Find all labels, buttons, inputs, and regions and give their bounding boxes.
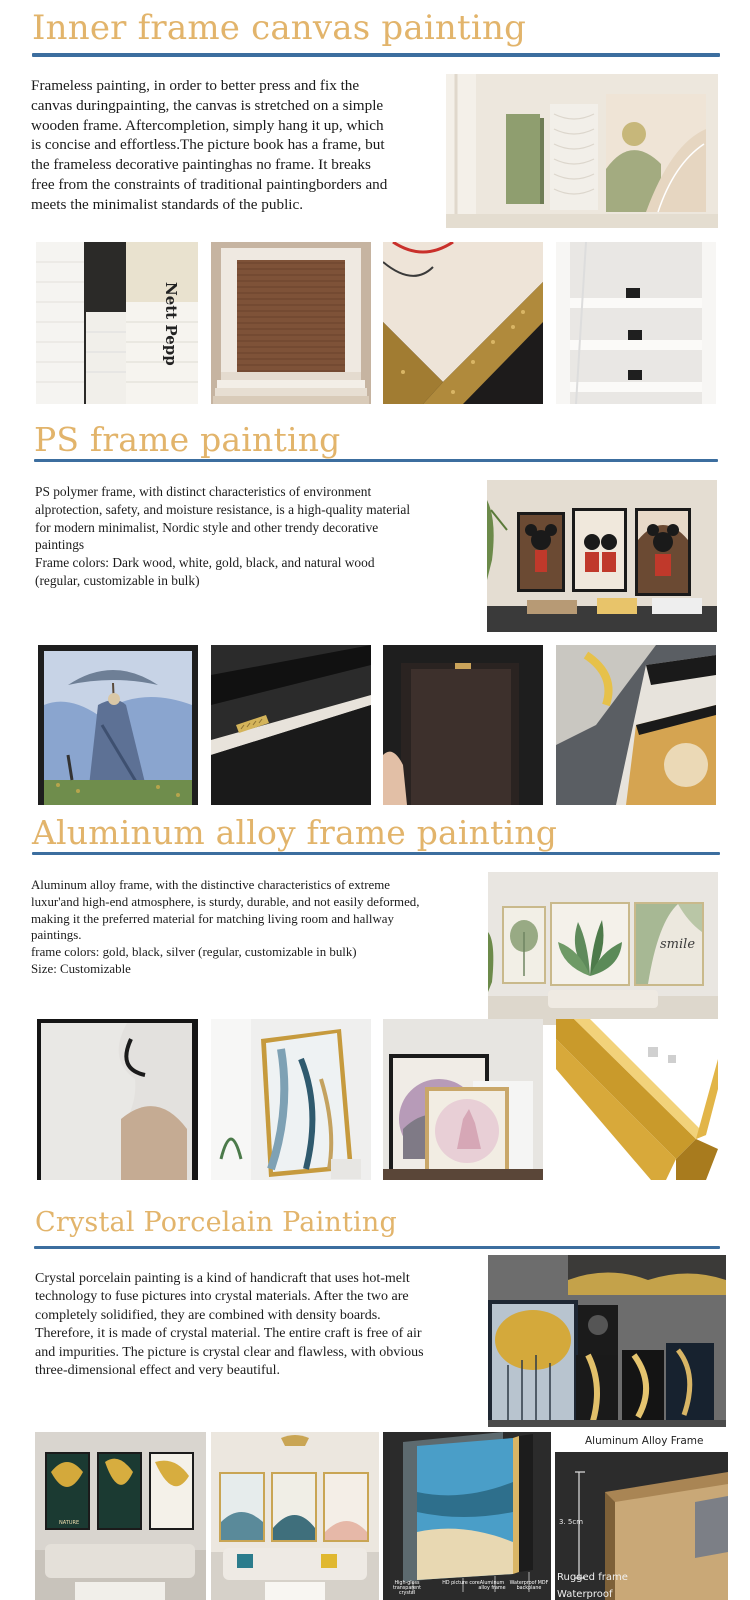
title-underline (34, 1246, 720, 1249)
hero-photo-canvas-triptych (446, 74, 718, 228)
rolled-canvas-label: Nett Pepp (162, 282, 180, 366)
section-crystal-porcelain (0, 1200, 750, 1600)
layer-label-picture-core: HD picture core (442, 1581, 480, 1586)
description-line: the frameless decorative paintinghas no frame. It breaks (31, 156, 371, 174)
description-line: Crystal porcelain painting is a kind of handicraft that uses hot-melt (35, 1271, 410, 1286)
alloy-frame-footer-cut: Waterproof (557, 1589, 613, 1600)
description-line: PS polymer frame, with distinct characteristics of environment (35, 484, 372, 499)
description-line: (regular, customizable in bulk) (35, 572, 200, 588)
photo-impressionist-woman-umbrella (38, 645, 198, 805)
photo-ps-frame-stack (556, 645, 716, 805)
description-line: three-dimensional effect and very beautiful. (35, 1363, 281, 1379)
section-description (35, 483, 410, 590)
section-description (31, 76, 387, 215)
poster-text: NATURE (59, 1520, 80, 1526)
alloy-frame-header: Aluminum Alloy Frame (585, 1435, 704, 1447)
description-line: paintings (35, 537, 85, 553)
photo-ps-frame-back-board (383, 645, 543, 805)
hero-photo-botanical-triptych (488, 872, 718, 1025)
section-aluminum-frame (0, 800, 750, 1200)
layer-label-crystal: High-gloss transparent crystal (392, 1581, 422, 1596)
description-line: Therefore, it is made of crystal material. The entire craft is free of air (35, 1326, 422, 1342)
description-line: wooden frame. Aftercompletion, simply hang it up, which (31, 116, 384, 134)
description-line: completely solidified, they are combined with density boards. (35, 1307, 381, 1323)
photo-stacked-alloy-frames (383, 1019, 543, 1180)
title-underline (32, 53, 720, 57)
photo-landscape-triptych-room (211, 1432, 379, 1600)
title-underline (34, 459, 718, 462)
section-title: Crystal Porcelain Painting (35, 1207, 397, 1238)
hero-photo-gold-paintings (488, 1255, 726, 1427)
photo-canvas-hangers (556, 242, 716, 404)
section-description (31, 877, 419, 978)
section-title: Inner frame canvas painting (32, 8, 527, 48)
description-line: luxur'and high-end atmosphere, is sturdy, durable, and not easily deformed, (31, 894, 420, 909)
description-line: Aluminum alloy frame, with the distinctive characteristics of extreme (31, 878, 391, 892)
description-line: meets the minimalist standards of the public. (31, 195, 304, 213)
section-description (35, 1270, 424, 1380)
photo-alloy-frame-profile (555, 1432, 728, 1600)
description-line: and impurities. The picture is crystal clear and flawless, with obvious (35, 1344, 424, 1360)
photo-rolled-canvas (36, 242, 198, 404)
alloy-frame-dimension: 3. 5cm (559, 1518, 584, 1526)
description-line: alprotection, safety, and moisture resistance, is a high-quality material (35, 501, 411, 517)
photo-black-alloy-abstract (37, 1019, 198, 1180)
section-ps-frame (0, 410, 750, 810)
description-line: making it the preferred material for matching living room and hallway (31, 911, 394, 926)
photo-gold-leaf-triptych-room (35, 1432, 206, 1600)
photo-gold-alloy-abstract (211, 1019, 371, 1180)
description-line: is concise and effortless.The picture book has a frame, but (31, 136, 385, 154)
section-title: Aluminum alloy frame painting (32, 813, 558, 852)
description-line: paintings. (31, 928, 82, 943)
photo-wooden-stretcher (211, 242, 371, 404)
photo-ps-frame-back-hook (211, 645, 371, 805)
layer-label-alloy-frame: Aluminum alloy frame (478, 1581, 506, 1591)
photo-gold-alloy-corner (556, 1019, 718, 1180)
alloy-frame-footer: Rugged frame (557, 1572, 628, 1583)
description-line: technology to fuse pictures into crystal materials. After the two are (35, 1289, 409, 1305)
section-title: PS frame painting (34, 420, 341, 459)
title-underline (32, 852, 720, 855)
section-inner-frame (0, 0, 750, 410)
description-line: for modern minimalist, Nordic style and other trendy decorative (35, 519, 379, 535)
description-line: Frame colors: Dark wood, white, gold, black, and natural wood (35, 555, 375, 571)
layer-label-backplane: Waterproof MDF backplane (509, 1581, 549, 1591)
description-line: Size: Customizable (31, 961, 131, 976)
hero-photo-cartoon-triptych (487, 480, 717, 632)
description-line: Frameless painting, in order to better press and fix the (31, 77, 360, 94)
description-line: canvas duringpainting, the canvas is stretched on a simple (31, 96, 384, 114)
photo-canvas-corner-detail (383, 242, 543, 404)
description-line: frame colors: gold, black, silver (regular, customizable in bulk) (31, 945, 357, 960)
description-line: free from the constraints of traditional paintingborders and (31, 175, 388, 193)
photo-crystal-layers-diagram (383, 1432, 551, 1600)
script-text: smile (660, 937, 696, 952)
